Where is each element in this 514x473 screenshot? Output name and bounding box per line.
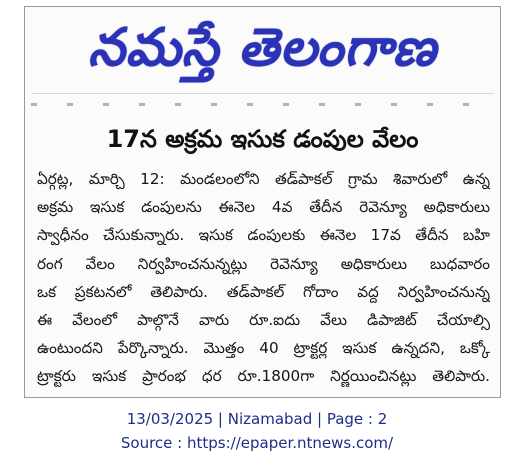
- publication-info: 13/03/2025 | Nizamabad | Page : 2: [126, 410, 388, 428]
- article-line: ఉంటుందని పేర్కొన్నారు. మొత్తం 40 ట్రాక్టర్ల ఇసుక ఉన్నదని, ఒక్కో: [37, 339, 490, 358]
- cut-line-divider: [31, 103, 494, 106]
- article-line: ఒక ప్రకటనలో తెలిపారు. తడ్‌పాకల్ గోదాం వద్ద నిర్వహించనున్న: [37, 282, 490, 301]
- article-line: ఈ వేలంలో పాల్గొనే వారు రూ.ఐదు వేలు డిపాజిట్ చేయాల్సి: [37, 311, 490, 330]
- article-line: రంగ వేలం నిర్వహించనున్నట్లు రెవెన్యూ అధికారులు బుధవారం: [37, 254, 490, 273]
- newspaper-clipping: [24, 6, 501, 398]
- article-line: స్వాధీనం చేసుకున్నారు. ఇసుక డంపులకు ఈనెల 17వ తేదీన బహి: [37, 226, 490, 245]
- article-line: అక్రమ ఇసుక డంపులను ఈనెల 4వ తేదీన రెవెన్యూ అధికారులు: [37, 198, 490, 217]
- article-line: ట్రాక్టరు ఇసుక ప్రారంభ ధర రూ.1800గా నిర్ణయించినట్లు తెలిపారు.: [37, 367, 490, 386]
- article-line: ఏర్గట్ల, మార్చి 12: మండలంలోని తడ్‌పాకల్ గ్రామ శివారులో ఉన్న: [37, 170, 490, 188]
- article-body: [37, 165, 490, 391]
- source-link[interactable]: Source : https://epaper.ntnews.com/: [120, 434, 394, 452]
- newspaper-masthead: నమస్తే తెలంగాణ: [88, 18, 437, 78]
- article-headline: 17న అక్రమ ఇసుక డంపుల వేలం: [106, 125, 419, 153]
- masthead-divider: [31, 93, 494, 94]
